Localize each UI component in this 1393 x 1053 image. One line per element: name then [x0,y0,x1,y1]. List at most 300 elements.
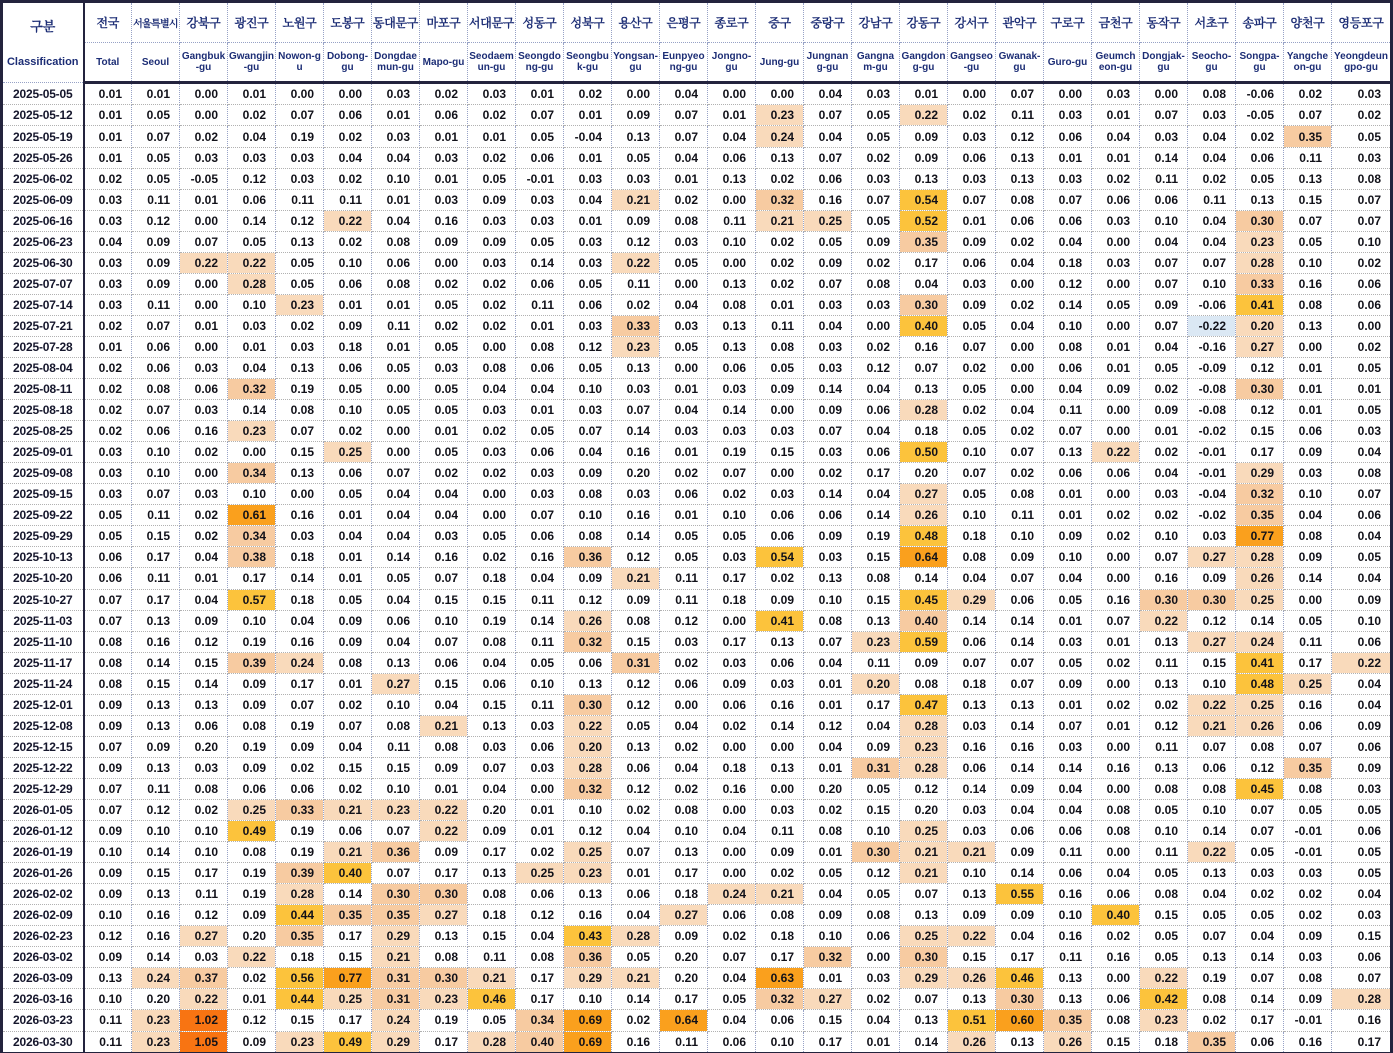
value-cell: 0.01 [756,294,804,315]
value-cell: 0.02 [180,799,228,820]
value-cell: 0.10 [1044,315,1092,336]
value-cell: 0.18 [276,947,324,968]
value-cell: 0.11 [660,568,708,589]
value-cell: 0.18 [1140,1031,1188,1053]
value-cell: 0.04 [1092,126,1140,147]
table-row [2,863,1392,884]
value-cell: 0.07 [1092,610,1140,631]
value-cell: 0.06 [1332,947,1392,968]
value-cell: 0.05 [84,505,132,526]
value-cell: 0.06 [1284,715,1332,736]
value-cell: 0.02 [180,505,228,526]
value-cell: 0.06 [132,336,180,357]
value-cell: 0.01 [180,315,228,336]
value-cell: 0.02 [324,421,372,442]
value-cell: 0.05 [372,400,420,421]
value-cell: 0.07 [132,400,180,421]
value-cell: 0.09 [612,589,660,610]
value-cell: 0.05 [756,358,804,379]
value-cell: 0.14 [996,757,1044,778]
value-cell: 0.16 [132,905,180,926]
value-cell: 0.02 [1140,505,1188,526]
value-cell: 0.06 [1332,821,1392,842]
value-cell: 0.05 [420,400,468,421]
value-cell: 0.05 [660,547,708,568]
value-cell: 0.09 [132,273,180,294]
value-cell: 0.05 [948,484,996,505]
value-cell: 0.07 [324,715,372,736]
value-cell: 0.13 [276,231,324,252]
value-cell: 0.40 [324,863,372,884]
value-cell: 0.35 [372,905,420,926]
value-cell: 0.01 [324,568,372,589]
row-date: 2025-11-03 [2,610,84,631]
value-cell: 0.33 [276,799,324,820]
value-cell: 0.18 [660,884,708,905]
value-cell: 0.57 [228,589,276,610]
value-cell: 0.07 [516,105,564,126]
value-cell: 0.14 [1188,821,1236,842]
value-cell: 0.19 [276,842,324,863]
value-cell: 0.09 [228,757,276,778]
value-cell: 0.06 [1092,884,1140,905]
col-header-korean-songpagu: 송파구 [1236,2,1284,43]
value-cell: 0.10 [1284,252,1332,273]
value-cell: 0.05 [372,568,420,589]
value-cell: 0.04 [852,1010,900,1031]
value-cell: 0.35 [1188,1031,1236,1053]
value-cell: 0.23 [900,736,948,757]
value-cell: 0.03 [420,147,468,168]
value-cell: 0.29 [372,1031,420,1053]
value-cell: 0.26 [1236,568,1284,589]
value-cell: 0.06 [468,673,516,694]
value-cell: 0.05 [468,1010,516,1031]
value-cell: 0.10 [372,168,420,189]
value-cell: 0.29 [1236,463,1284,484]
value-cell: 0.00 [468,505,516,526]
value-cell: 0.04 [180,589,228,610]
value-cell: 0.01 [516,821,564,842]
value-cell: 0.13 [132,694,180,715]
value-cell: 0.09 [804,905,852,926]
value-cell: 0.10 [420,610,468,631]
value-cell: 0.02 [420,463,468,484]
value-cell: 0.13 [660,842,708,863]
value-cell: 0.07 [900,358,948,379]
value-cell: 0.07 [420,631,468,652]
col-header-english-mapogu: Mapo-gu [420,43,468,83]
value-cell: 0.09 [132,736,180,757]
value-cell: 0.04 [1044,231,1092,252]
value-cell: 0.13 [612,358,660,379]
value-cell: 0.11 [516,694,564,715]
value-cell: 0.12 [1044,273,1092,294]
value-cell: -0.04 [1188,484,1236,505]
col-header-english-seochogu: Seocho-gu [1188,43,1236,83]
value-cell: 0.08 [1188,83,1236,105]
value-cell: 0.09 [1284,442,1332,463]
value-cell: 0.06 [180,715,228,736]
value-cell: 0.00 [180,273,228,294]
value-cell: 0.09 [948,905,996,926]
value-cell: 0.06 [228,189,276,210]
value-cell: 0.04 [468,778,516,799]
value-cell: 0.47 [900,694,948,715]
row-date: 2025-10-20 [2,568,84,589]
value-cell: 0.04 [372,505,420,526]
value-cell: 0.12 [612,231,660,252]
value-cell: 0.07 [1044,715,1092,736]
value-cell: 0.06 [708,147,756,168]
value-cell: 0.05 [1284,231,1332,252]
value-cell: 0.22 [1092,442,1140,463]
value-cell: 0.00 [180,294,228,315]
value-cell: 0.02 [708,484,756,505]
value-cell: 0.06 [996,589,1044,610]
value-cell: 0.25 [516,863,564,884]
value-cell: 0.01 [1140,421,1188,442]
value-cell: 0.16 [1092,757,1140,778]
value-cell: 0.08 [372,273,420,294]
value-cell: 0.07 [132,484,180,505]
value-cell: 0.06 [1092,189,1140,210]
row-date: 2025-06-09 [2,189,84,210]
table-row [2,147,1392,168]
value-cell: 0.06 [1236,1031,1284,1053]
value-cell: 0.04 [996,799,1044,820]
value-cell: 0.16 [612,442,660,463]
value-cell: 0.04 [852,379,900,400]
value-cell: 0.04 [612,821,660,842]
row-date: 2025-11-17 [2,652,84,673]
value-cell: 0.11 [612,273,660,294]
value-cell: 0.07 [564,421,612,442]
value-cell: 0.15 [420,673,468,694]
value-cell: 0.49 [228,821,276,842]
value-cell: 0.13 [708,315,756,336]
value-cell: 0.08 [1188,778,1236,799]
value-cell: 0.25 [324,989,372,1010]
value-cell: 0.05 [276,252,324,273]
table-row [2,694,1392,715]
value-cell: 0.11 [276,189,324,210]
value-cell: 0.02 [612,294,660,315]
value-cell: 0.00 [1284,589,1332,610]
value-cell: 0.15 [852,799,900,820]
value-cell: 0.54 [756,547,804,568]
value-cell: 0.06 [516,736,564,757]
value-cell: 0.02 [468,105,516,126]
value-cell: 0.11 [180,884,228,905]
table-row [2,652,1392,673]
value-cell: 0.10 [372,778,420,799]
value-cell: 0.13 [1236,189,1284,210]
value-cell: 0.12 [564,821,612,842]
value-cell: 0.14 [372,547,420,568]
value-cell: 0.06 [996,210,1044,231]
value-cell: 0.21 [324,799,372,820]
value-cell: 0.03 [1332,147,1392,168]
value-cell: 0.30 [900,947,948,968]
value-cell: 0.41 [1236,652,1284,673]
value-cell: 0.02 [1188,1010,1236,1031]
value-cell: 0.06 [372,252,420,273]
value-cell: 0.07 [1332,968,1392,989]
value-cell: 0.06 [948,252,996,273]
row-date: 2025-08-25 [2,421,84,442]
value-cell: 0.10 [516,673,564,694]
value-cell: 0.28 [276,884,324,905]
value-cell: 0.06 [420,105,468,126]
value-cell: 0.09 [324,315,372,336]
value-cell: 0.08 [852,273,900,294]
value-cell: 0.09 [612,105,660,126]
value-cell: 0.03 [1332,83,1392,105]
table-row [2,336,1392,357]
value-cell: 0.17 [276,673,324,694]
value-cell: 0.12 [84,926,132,947]
value-cell: 0.01 [84,83,132,105]
value-cell: 0.08 [1092,1010,1140,1031]
value-cell: 0.05 [1140,926,1188,947]
col-header-english-gangnamgu: Gangnam-gu [852,43,900,83]
col-header-english-gurogu: Guro-gu [1044,43,1092,83]
value-cell: 0.03 [1284,463,1332,484]
value-cell: 0.02 [756,231,804,252]
value-cell: 0.02 [180,442,228,463]
value-cell: 0.08 [420,736,468,757]
value-cell: 0.05 [660,252,708,273]
value-cell: 0.11 [324,189,372,210]
value-cell: 0.17 [228,568,276,589]
row-date: 2025-11-10 [2,631,84,652]
value-cell: 0.15 [948,947,996,968]
value-cell: 0.10 [564,989,612,1010]
value-cell: 0.02 [180,526,228,547]
value-cell: 0.06 [324,105,372,126]
value-cell: 0.18 [276,589,324,610]
row-date: 2025-10-27 [2,589,84,610]
value-cell: 0.10 [84,905,132,926]
value-cell: 0.03 [276,168,324,189]
value-cell: 0.04 [804,315,852,336]
value-cell: 0.14 [276,568,324,589]
value-cell: 0.07 [1332,189,1392,210]
value-cell: -0.08 [1188,379,1236,400]
col-header-korean-junggu: 중구 [756,2,804,43]
value-cell: 0.19 [708,442,756,463]
value-cell: 0.54 [900,189,948,210]
value-cell: 0.11 [84,1010,132,1031]
value-cell: 0.32 [228,379,276,400]
value-cell: 0.28 [228,273,276,294]
value-cell: 0.05 [564,358,612,379]
value-cell: 0.22 [180,252,228,273]
value-cell: 0.25 [324,442,372,463]
value-cell: 0.35 [1236,505,1284,526]
value-cell: 0.04 [852,484,900,505]
value-cell: 0.06 [516,273,564,294]
value-cell: 0.04 [708,126,756,147]
value-cell: 0.14 [516,610,564,631]
value-cell: 0.15 [612,631,660,652]
value-cell: 0.13 [900,905,948,926]
value-cell: 0.06 [1092,989,1140,1010]
value-cell: 0.03 [276,336,324,357]
row-date: 2026-01-12 [2,821,84,842]
value-cell: 0.01 [516,83,564,105]
value-cell: 0.08 [756,336,804,357]
value-cell: 0.01 [84,126,132,147]
value-cell: 0.13 [564,673,612,694]
value-cell: 0.22 [1140,968,1188,989]
value-cell: 0.09 [1284,547,1332,568]
value-cell: 0.23 [756,105,804,126]
value-cell: 0.00 [1092,568,1140,589]
value-cell: 0.09 [660,926,708,947]
value-cell: 0.02 [468,421,516,442]
value-cell: 0.10 [708,231,756,252]
col-header-english-eunpyeonggu: Eunpyeong-gu [660,43,708,83]
value-cell: -0.01 [1188,463,1236,484]
value-cell: 0.07 [948,652,996,673]
value-cell: 0.15 [324,947,372,968]
value-cell: 0.20 [468,799,516,820]
value-cell: 0.03 [1188,105,1236,126]
value-cell: 0.08 [660,799,708,820]
value-cell: 0.02 [756,863,804,884]
value-cell: 0.43 [564,926,612,947]
col-header-korean-yeongdeungpogu: 영등포구 [1332,2,1392,43]
value-cell: 0.05 [1140,358,1188,379]
value-cell: 0.13 [372,652,420,673]
value-cell: 0.02 [1092,652,1140,673]
value-cell: 0.20 [180,736,228,757]
value-cell: 0.09 [468,189,516,210]
value-cell: 0.07 [660,105,708,126]
value-cell: 0.16 [996,736,1044,757]
value-cell: 0.09 [228,1031,276,1053]
value-cell: 0.03 [948,715,996,736]
value-cell: 0.27 [900,484,948,505]
value-cell: 0.04 [804,736,852,757]
value-cell: 0.01 [564,210,612,231]
value-cell: 0.06 [372,610,420,631]
value-cell: 0.06 [1188,757,1236,778]
table-row [2,926,1392,947]
value-cell: 0.02 [324,778,372,799]
value-cell: 0.00 [708,842,756,863]
value-cell: 0.07 [1284,210,1332,231]
value-cell: 0.19 [276,715,324,736]
value-cell: 0.03 [84,273,132,294]
value-cell: 0.20 [132,989,180,1010]
value-cell: 0.04 [804,652,852,673]
value-cell: 0.52 [900,210,948,231]
value-cell: 0.12 [612,673,660,694]
value-cell: 0.00 [996,358,1044,379]
value-cell: -0.02 [1188,505,1236,526]
value-cell: 0.07 [276,105,324,126]
value-cell: 0.28 [900,715,948,736]
value-cell: 0.04 [276,610,324,631]
value-cell: 0.03 [1092,83,1140,105]
value-cell: 0.00 [852,315,900,336]
value-cell: 0.08 [468,884,516,905]
row-date: 2025-07-28 [2,336,84,357]
value-cell: 0.10 [708,505,756,526]
table-row [2,126,1392,147]
value-cell: 0.04 [1044,799,1092,820]
col-header-english-seoul: Seoul [132,43,180,83]
col-header-english-jungnanggu: Jungnang-gu [804,43,852,83]
value-cell: 0.03 [564,315,612,336]
value-cell: -0.01 [1188,442,1236,463]
value-cell: 0.07 [804,631,852,652]
value-cell: 0.00 [996,336,1044,357]
value-cell: 0.14 [228,400,276,421]
value-cell: 0.25 [900,821,948,842]
value-cell: 0.00 [852,947,900,968]
value-cell: 0.22 [228,947,276,968]
corner-label-korean: 구분 [30,18,56,34]
value-cell: 0.01 [660,442,708,463]
value-cell: 0.06 [756,1010,804,1031]
value-cell: 0.08 [708,294,756,315]
value-cell: 0.11 [1044,400,1092,421]
value-cell: 0.11 [516,589,564,610]
value-cell: 0.30 [996,989,1044,1010]
value-cell: 0.49 [324,1031,372,1053]
value-cell: 0.10 [1044,905,1092,926]
value-cell: 0.09 [84,863,132,884]
value-cell: 0.05 [132,147,180,168]
value-cell: 0.00 [1092,231,1140,252]
value-cell: -0.09 [1188,358,1236,379]
value-cell: 0.13 [756,757,804,778]
value-cell: 0.01 [420,421,468,442]
value-cell: 0.03 [1044,631,1092,652]
value-cell: 0.07 [276,421,324,442]
table-row [2,547,1392,568]
value-cell: 0.23 [132,1010,180,1031]
value-cell: 0.00 [660,273,708,294]
value-cell: 0.15 [276,442,324,463]
value-cell: 0.05 [660,336,708,357]
value-cell: 0.08 [84,652,132,673]
value-cell: 0.09 [852,736,900,757]
value-cell: 0.04 [468,652,516,673]
value-cell: 0.21 [756,210,804,231]
value-cell: 0.09 [612,210,660,231]
value-cell: -0.05 [180,168,228,189]
value-cell: 0.09 [996,547,1044,568]
value-cell: -0.16 [1188,336,1236,357]
value-cell: 0.05 [948,421,996,442]
value-cell: 0.04 [900,273,948,294]
value-cell: 0.02 [612,1010,660,1031]
value-cell: 0.03 [84,294,132,315]
value-cell: 0.03 [948,821,996,842]
value-cell: 0.00 [372,442,420,463]
value-cell: 0.01 [324,505,372,526]
value-cell: 0.01 [1044,147,1092,168]
value-cell: 0.06 [564,652,612,673]
value-cell: 0.03 [564,400,612,421]
table-row [2,568,1392,589]
value-cell: 0.03 [756,484,804,505]
